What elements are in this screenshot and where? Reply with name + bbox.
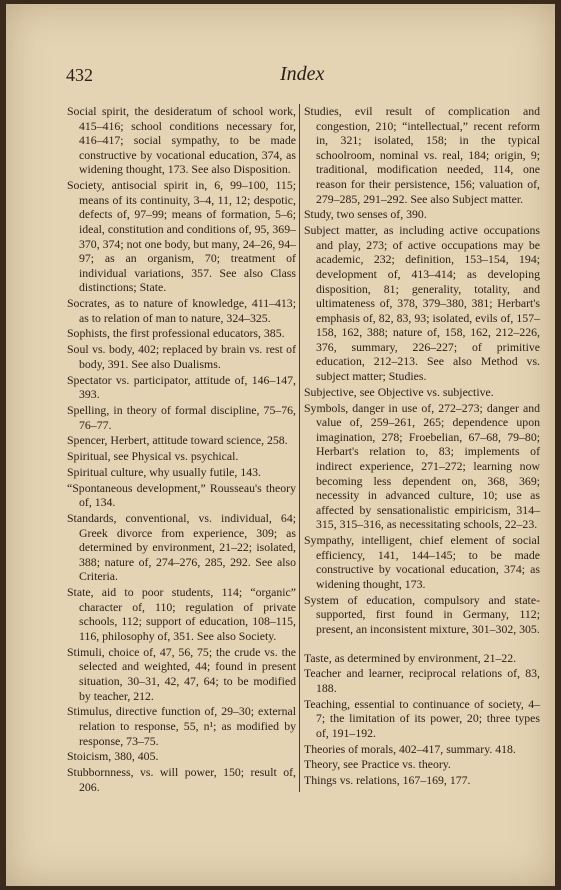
index-column-left: [67, 104, 296, 796]
index-entry: Subject matter, as including active occupations and play, 273; of active occupations may be academic, 232; definition, 153–154, 194; development of, 413–414; as developing disposition, 81; generality, totality, and ultimateness of, 378, 379–380, 381; Herbart's emphasis of, 82, 83, 93; isolated, evils of, 157–158, 162, 388; nature of, 158, 162, 212–226, 376, summary, 226–227; of primitive education, 212–213. See also Method vs. subject matter; Studies.: [304, 223, 540, 384]
index-entry: Spiritual, see Physical vs. psychical.: [67, 449, 239, 464]
index-entry: Theory, see Practice vs. theory.: [304, 757, 451, 772]
index-entry: Stimuli, choice of, 47, 56, 75; the crude vs. the selected and weighted, 44; found in present situation, 30–31, 42, 47, 64; to be modified by teacher, 212.: [67, 644, 296, 703]
index-entry: Spectator vs. participator, attitude of, 146–147, 393.: [67, 372, 296, 402]
index-entry: Socrates, as to nature of knowledge, 411–413; as to relation of man to nature, 324–325.: [67, 296, 296, 325]
index-entry: Social spirit, the desideratum of school work, 415–416; school conditions necessary for, 416–417; social sympathy, to be made constructive by vocational education, 374, as widening thought, 173. See also Disposition.: [67, 104, 296, 177]
index-entry: State, aid to poor students, 114; “organic” character of, 110; regulation of private schools, 112; support of education, 108–115, 116, philosophy of, 351. See also Society.: [67, 585, 296, 644]
index-entry: Sophists, the first professional educators, 385.: [67, 326, 285, 341]
index-entry: Subjective, see Objective vs. subjective.: [304, 384, 494, 399]
index-entry: Spelling, in theory of formal discipline, 75–76, 76–77.: [67, 403, 296, 432]
index-entry: Study, two senses of, 390.: [304, 207, 427, 222]
index-entry: Teaching, essential to continuance of society, 4–7; the limitation of its power, 20; three types of, 191–192.: [304, 696, 540, 740]
index-entry: Theories of morals, 402–417, summary. 418.: [304, 741, 516, 756]
book-page: [6, 4, 555, 886]
index-entry: Taste, as determined by environment, 21–22.: [304, 650, 517, 665]
index-entry: Studies, evil result of complication and congestion, 210; “intellectual,” recent reform in, 321; isolated, 158; in the typical schoolroom, nominal vs. real, 184; origin, 9; traditional, modification needed, 114, one reason for their persistence, 156; valuation of, 279–285, 291–292. See also Subject matter.: [304, 104, 540, 206]
index-entry: Symbols, danger in use of, 272–273; danger and value of, 259–261, 265; dependence upon imagination, 278; Froebelian, 67–68, 79–80; Herbart's relation to, 83; implements of indirect experience, 271–272; learning now becoming less dependent on, 368, 369; necessity in advanced culture, 10; use as affected by sensationalistic empiricism, 314–315, 315–316, as necessitating schools, 22–23.: [304, 400, 540, 532]
index-entry: Stoicism, 380, 405.: [67, 749, 159, 764]
index-entry: “Spontaneous development,” Rousseau's theory of, 134.: [67, 480, 296, 510]
column-divider: [299, 104, 300, 792]
index-entry: Standards, conventional, vs. individual, 64; Greek divorce from experience, 309; as determined by environment, 21–22; isolated, 388; nature of, 274–276, 285, 292. See also Criteria.: [67, 511, 296, 584]
index-entry: Stimulus, directive function of, 29–30; external relation to response, 55, n¹; as modified by response, 73–75.: [67, 704, 296, 748]
index-entry: Sympathy, intelligent, chief element of social efficiency, 141, 144–145; to be made constructive by vocational education, 374; as widening thought, 173.: [304, 533, 540, 591]
index-entry: Soul vs. body, 402; replaced by brain vs. rest of body, 391. See also Dualisms.: [67, 342, 296, 371]
index-entry: Stubbornness, vs. will power, 150; result of, 206.: [67, 765, 296, 794]
page-number: 432: [66, 65, 93, 85]
index-entry: Spencer, Herbert, attitude toward science, 258.: [67, 433, 288, 448]
index-column-right: [304, 104, 540, 789]
index-entry: Spiritual culture, why usually futile, 143.: [67, 464, 261, 479]
index-entry: Things vs. relations, 167–169, 177.: [304, 773, 471, 788]
index-entry: System of education, compulsory and state-supported, first found in Germany, 112; present, an inconsistent mixture, 301–302, 305.: [304, 592, 540, 636]
index-entry: Society, antisocial spirit in, 6, 99–100, 115; means of its continuity, 3–4, 11, 12; despotic, defects of, 97–99; means of formation, 5–6; ideal, constitution and conditions of, 95, 369–370, 374; not one body, but many, 24–26, 94–97; as an organism, 70; treatment of individual variations, 357. See also Class distinctions; State.: [67, 178, 296, 295]
index-entry: Teacher and learner, reciprocal relations of, 83, 188.: [304, 666, 540, 695]
page-title: Index: [280, 63, 325, 85]
